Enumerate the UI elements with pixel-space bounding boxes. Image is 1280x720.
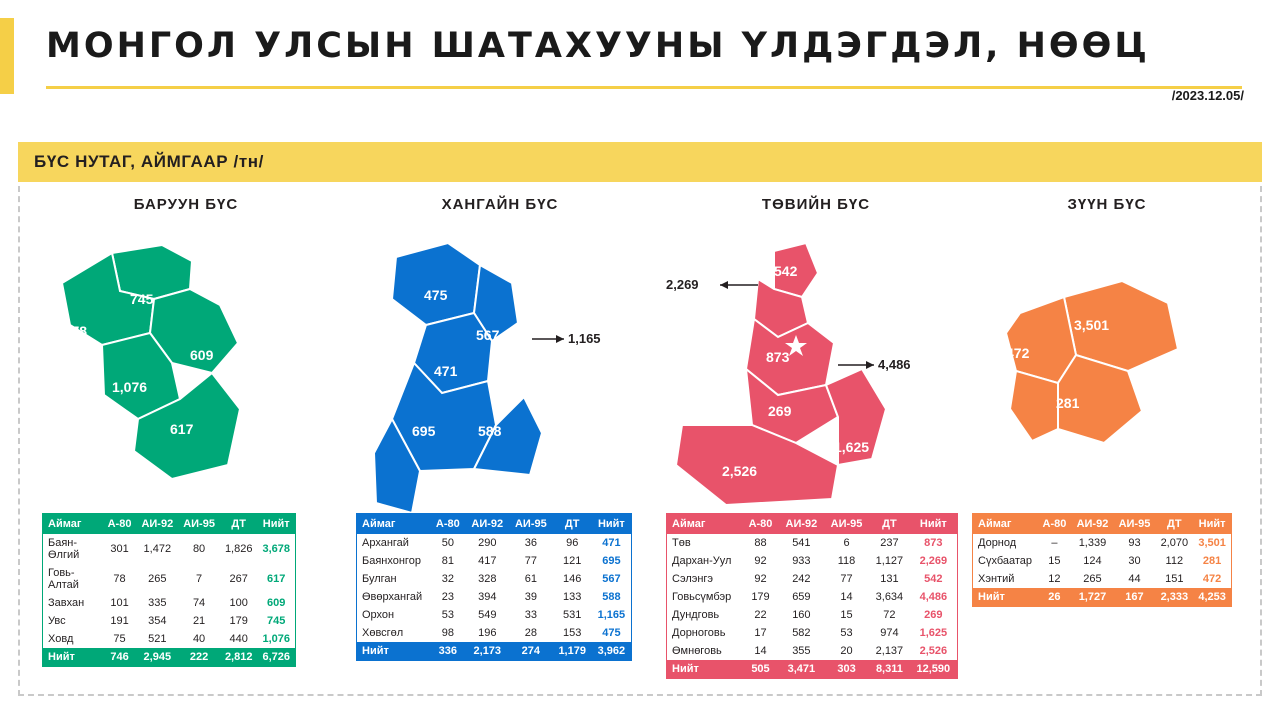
cell-dt: 974 — [880, 627, 899, 639]
cell-total: 1,076 — [262, 633, 290, 645]
cell-ai92: 2,173 — [466, 642, 510, 661]
cell-ai92: 335 — [148, 597, 167, 609]
cell-a80: 23 — [441, 591, 454, 603]
cell-a80: 50 — [441, 537, 454, 549]
region-west-title: БАРУУН БҮС — [133, 196, 239, 213]
cell-total: 542 — [924, 573, 943, 585]
cell-total: 475 — [602, 627, 621, 639]
cell-ai92: 242 — [792, 573, 811, 585]
table-row — [973, 534, 1232, 552]
map-value-label: 745 — [130, 291, 154, 307]
table-total-row — [667, 660, 958, 679]
cell-dt: 8,311 — [869, 660, 910, 679]
cell-a80: 746 — [103, 648, 137, 667]
map-value-label: 609 — [190, 347, 214, 363]
cell-a80: 92 — [754, 555, 767, 567]
cell-dt: 131 — [880, 573, 899, 585]
cell-ai92: 417 — [478, 555, 497, 567]
col-a80: А-80 — [1037, 514, 1071, 535]
cell-ai95: 303 — [824, 660, 869, 679]
cell-ai95: 20 — [840, 645, 853, 657]
cell-a80: 191 — [110, 615, 129, 627]
cell-ai95: 77 — [840, 573, 853, 585]
cell-name: Дорноговь — [672, 627, 726, 639]
cell-ai95: 222 — [178, 648, 220, 667]
map-value-label: 1,076 — [112, 379, 148, 395]
cell-name: Орхон — [362, 609, 395, 621]
cell-name: Баян-Өлгий — [48, 537, 80, 561]
region-east-map — [972, 213, 1242, 513]
table-row — [667, 624, 958, 642]
cell-ai95: 6 — [843, 537, 850, 549]
map-value-label: 873 — [766, 349, 790, 365]
col-dt: ДТ — [553, 514, 592, 535]
cell-name: Хөвсгөл — [362, 627, 404, 639]
cell-name: Нийт — [667, 660, 743, 679]
region-east — [972, 196, 1242, 607]
page-header — [0, 0, 1280, 108]
table-row — [43, 612, 296, 630]
cell-ai92: 521 — [148, 633, 167, 645]
col-ai95: АИ-95 — [1113, 514, 1155, 535]
cell-a80: 75 — [113, 633, 126, 645]
cell-name: Өвөрхангай — [362, 591, 423, 603]
cell-a80: 26 — [1037, 588, 1071, 607]
header-divider — [46, 86, 1242, 89]
col-aimag: Аймаг — [973, 514, 1038, 535]
cell-dt: 146 — [563, 573, 582, 585]
region-central-table — [666, 513, 958, 679]
cell-a80: 53 — [441, 609, 454, 621]
cell-a80: 32 — [441, 573, 454, 585]
table-row — [357, 588, 632, 606]
west-map-svg — [42, 213, 330, 513]
region-central — [666, 196, 966, 679]
table-total-row — [357, 642, 632, 661]
cell-ai95: 39 — [524, 591, 537, 603]
cell-dt: 72 — [883, 609, 896, 621]
cell-total: 6,726 — [257, 648, 295, 667]
cell-ai95: 28 — [524, 627, 537, 639]
cell-a80: 505 — [742, 660, 779, 679]
col-dt: ДТ — [869, 514, 910, 535]
map-value-label: 2,526 — [722, 463, 758, 479]
col-total: Нийт — [257, 514, 295, 535]
cell-name: Баянхонгор — [362, 555, 421, 567]
cell-ai95: 7 — [196, 573, 203, 585]
cell-a80: 12 — [1048, 573, 1061, 585]
col-a80: А-80 — [103, 514, 137, 535]
region-khangai-table — [356, 513, 632, 661]
cell-a80: 179 — [751, 591, 770, 603]
cell-dt: 1,179 — [553, 642, 592, 661]
cell-a80: – — [1051, 537, 1058, 549]
col-aimag: Аймаг — [667, 514, 743, 535]
region-east-title: ЗҮҮН БҮС — [1067, 196, 1147, 213]
cell-dt: 267 — [229, 573, 248, 585]
cell-total: 281 — [1202, 555, 1222, 567]
cell-name: Нийт — [357, 642, 431, 661]
cell-total: 269 — [924, 609, 943, 621]
cell-a80: 336 — [430, 642, 465, 661]
cell-name: Архангай — [362, 537, 409, 549]
map-value-label: 281 — [1056, 395, 1080, 411]
col-ai92: АИ-92 — [466, 514, 510, 535]
cell-ai95: 274 — [509, 642, 553, 661]
map-value-label: 3,501 — [1074, 317, 1110, 333]
cell-name: Завхан — [48, 597, 85, 609]
cell-total: 745 — [267, 615, 286, 627]
table-row — [43, 594, 296, 612]
map-value-label: 567 — [476, 327, 500, 343]
table-header-row — [357, 514, 632, 535]
cell-ai92: 290 — [478, 537, 497, 549]
cell-ai92: 1,727 — [1071, 588, 1113, 607]
report-date: /2023.12.05/ — [1171, 88, 1244, 103]
cell-ai92: 659 — [792, 591, 811, 603]
cell-ai95: 40 — [192, 633, 206, 645]
map-value-label: 1,625 — [834, 439, 870, 455]
map-callout-label: 2,269 — [666, 277, 699, 292]
cell-ai95: 21 — [192, 615, 206, 627]
table-row — [667, 642, 958, 660]
cell-total: 3,501 — [1198, 537, 1226, 549]
cell-dt: 153 — [563, 627, 582, 639]
cell-total: 2,526 — [919, 645, 948, 657]
cell-ai92: 549 — [478, 609, 497, 621]
cell-ai92: 124 — [1083, 555, 1102, 567]
region-west — [42, 196, 330, 667]
cell-a80: 98 — [441, 627, 454, 639]
region-khangai — [356, 196, 644, 661]
cell-ai95: 118 — [837, 555, 856, 567]
cell-total: 695 — [602, 555, 621, 567]
col-ai92: АИ-92 — [1071, 514, 1113, 535]
cell-ai95: 167 — [1113, 588, 1155, 607]
cell-a80: 22 — [754, 609, 767, 621]
cell-name: Нийт — [973, 588, 1038, 607]
table-total-row — [43, 648, 296, 667]
cell-name: Төв — [672, 537, 691, 549]
table-row — [973, 570, 1232, 588]
map-value-label: 588 — [478, 423, 502, 439]
map-value-label: 472 — [1006, 345, 1030, 361]
cell-ai95: 33 — [524, 609, 537, 621]
col-ai92: АИ-92 — [779, 514, 824, 535]
region-khangai-map — [356, 213, 644, 513]
map-value-label: 542 — [774, 263, 798, 279]
cell-dt: 100 — [229, 597, 248, 609]
map-callout-label: 1,165 — [568, 331, 601, 346]
cell-ai95: 77 — [524, 555, 537, 567]
cell-dt: 1,826 — [224, 543, 253, 555]
cell-ai95: 15 — [840, 609, 853, 621]
cell-ai92: 160 — [792, 609, 811, 621]
map-value-label: 3,678 — [52, 323, 88, 339]
cell-ai92: 354 — [148, 615, 167, 627]
cell-a80: 101 — [110, 597, 129, 609]
khangai-map-svg — [356, 213, 644, 513]
cell-name: Дорнод — [978, 537, 1017, 549]
table-row — [667, 534, 958, 552]
cell-total: 12,590 — [910, 660, 958, 679]
cell-total: 1,165 — [597, 609, 626, 621]
cell-name: Булган — [362, 573, 397, 585]
map-value-label: 475 — [424, 287, 448, 303]
cell-dt: 1,127 — [875, 555, 904, 567]
table-total-row — [973, 588, 1232, 607]
region-west-map — [42, 213, 330, 513]
table-row — [357, 552, 632, 570]
cell-total: 609 — [267, 597, 286, 609]
table-header-row — [667, 514, 958, 535]
cell-ai95: 61 — [524, 573, 537, 585]
cell-dt: 151 — [1165, 573, 1184, 585]
cell-ai92: 328 — [478, 573, 497, 585]
cell-ai95: 74 — [192, 597, 206, 609]
table-row — [43, 564, 296, 594]
cell-ai92: 2,945 — [136, 648, 178, 667]
cell-name: Нийт — [43, 648, 103, 667]
col-ai95: АИ-95 — [178, 514, 220, 535]
cell-dt: 2,812 — [220, 648, 258, 667]
cell-total: 4,253 — [1193, 588, 1231, 607]
cell-a80: 88 — [754, 537, 767, 549]
col-dt: ДТ — [1155, 514, 1193, 535]
col-a80: А-80 — [742, 514, 779, 535]
cell-name: Хэнтий — [978, 573, 1015, 585]
col-a80: А-80 — [430, 514, 465, 535]
table-row — [667, 588, 958, 606]
cell-ai95: 53 — [840, 627, 853, 639]
east-map-svg — [972, 213, 1242, 513]
cell-ai92: 265 — [1083, 573, 1102, 585]
header-accent-bar — [0, 18, 14, 94]
cell-dt: 96 — [566, 537, 579, 549]
cell-dt: 3,634 — [875, 591, 904, 603]
cell-ai92: 1,339 — [1078, 537, 1107, 549]
cell-name: Говь-Алтай — [48, 567, 79, 591]
cell-name: Увс — [48, 615, 66, 627]
map-value-label: 269 — [768, 403, 792, 419]
table-header-row — [43, 514, 296, 535]
cell-name: Сүхбаатар — [978, 555, 1033, 567]
cell-dt: 121 — [563, 555, 582, 567]
region-khangai-title: ХАНГАЙН БҮС — [441, 196, 559, 213]
cell-dt: 112 — [1165, 555, 1184, 567]
cell-total: 3,962 — [592, 642, 632, 661]
col-total: Нийт — [910, 514, 958, 535]
cell-ai92: 196 — [478, 627, 497, 639]
cell-total: 3,678 — [262, 543, 290, 555]
col-ai95: АИ-95 — [824, 514, 869, 535]
cell-ai95: 14 — [840, 591, 853, 603]
cell-a80: 78 — [113, 573, 126, 585]
cell-name: Дундговь — [672, 609, 720, 621]
cell-total: 4,486 — [919, 591, 948, 603]
cell-total: 617 — [267, 573, 286, 585]
section-banner — [18, 142, 1262, 182]
map-value-label: 471 — [434, 363, 458, 379]
cell-dt: 237 — [880, 537, 899, 549]
map-callout-label: 4,486 — [878, 357, 911, 372]
cell-ai95: 93 — [1128, 537, 1141, 549]
table-row — [667, 606, 958, 624]
table-row — [43, 534, 296, 564]
cell-a80: 17 — [754, 627, 767, 639]
cell-total: 873 — [924, 537, 943, 549]
table-row — [357, 624, 632, 642]
cell-name: Дархан-Уул — [672, 555, 732, 567]
table-row — [43, 630, 296, 648]
col-ai92: АИ-92 — [136, 514, 178, 535]
cell-dt: 2,070 — [1160, 537, 1189, 549]
cell-ai92: 394 — [478, 591, 497, 603]
cell-ai95: 30 — [1128, 555, 1141, 567]
region-east-table — [972, 513, 1232, 607]
col-dt: ДТ — [220, 514, 258, 535]
central-map-svg — [666, 213, 966, 513]
cell-ai92: 355 — [792, 645, 811, 657]
region-central-map — [666, 213, 966, 513]
cell-total: 2,269 — [919, 555, 948, 567]
col-total: Нийт — [592, 514, 632, 535]
table-row — [357, 606, 632, 624]
cell-ai92: 3,471 — [779, 660, 824, 679]
table-row — [973, 552, 1232, 570]
map-value-label: 695 — [412, 423, 436, 439]
map-value-label: 617 — [170, 421, 194, 437]
cell-ai92: 541 — [792, 537, 811, 549]
cell-dt: 2,333 — [1155, 588, 1193, 607]
col-ai95: АИ-95 — [509, 514, 553, 535]
cell-name: Говьсүмбэр — [672, 591, 732, 603]
cell-name: Сэлэнгэ — [672, 573, 714, 585]
cell-total: 471 — [602, 537, 621, 549]
region-west-table — [42, 513, 296, 667]
cell-dt: 531 — [563, 609, 582, 621]
cell-name: Өмнөговь — [672, 645, 722, 657]
table-row — [667, 570, 958, 588]
cell-ai92: 933 — [792, 555, 811, 567]
section-title: БҮС НУТАГ, АЙМГААР /тн/ — [34, 152, 264, 171]
cell-total: 567 — [602, 573, 621, 585]
cell-a80: 15 — [1048, 555, 1061, 567]
table-row — [357, 570, 632, 588]
table-row — [357, 534, 632, 552]
table-header-row — [973, 514, 1232, 535]
cell-dt: 2,137 — [875, 645, 904, 657]
cell-total: 1,625 — [919, 627, 948, 639]
cell-dt: 133 — [563, 591, 582, 603]
cell-ai95: 44 — [1128, 573, 1141, 585]
cell-dt: 440 — [229, 633, 248, 645]
col-aimag: Аймаг — [357, 514, 431, 535]
cell-ai92: 265 — [148, 573, 167, 585]
cell-total: 472 — [1202, 573, 1222, 585]
cell-a80: 14 — [754, 645, 767, 657]
cell-a80: 81 — [441, 555, 454, 567]
cell-ai92: 582 — [792, 627, 811, 639]
col-aimag: Аймаг — [43, 514, 103, 535]
cell-a80: 301 — [110, 543, 129, 555]
cell-ai95: 80 — [192, 543, 206, 555]
page-title: МОНГОЛ УЛСЫН ШАТАХУУНЫ ҮЛДЭГДЭЛ, НӨӨЦ — [46, 26, 1150, 66]
region-central-title: ТӨВИЙН БҮС — [761, 196, 871, 213]
cell-ai95: 36 — [524, 537, 537, 549]
col-total: Нийт — [1193, 514, 1231, 535]
cell-ai92: 1,472 — [143, 543, 172, 555]
cell-a80: 92 — [754, 573, 767, 585]
table-row — [667, 552, 958, 570]
cell-total: 588 — [602, 591, 621, 603]
cell-name: Ховд — [48, 633, 74, 645]
cell-dt: 179 — [229, 615, 248, 627]
